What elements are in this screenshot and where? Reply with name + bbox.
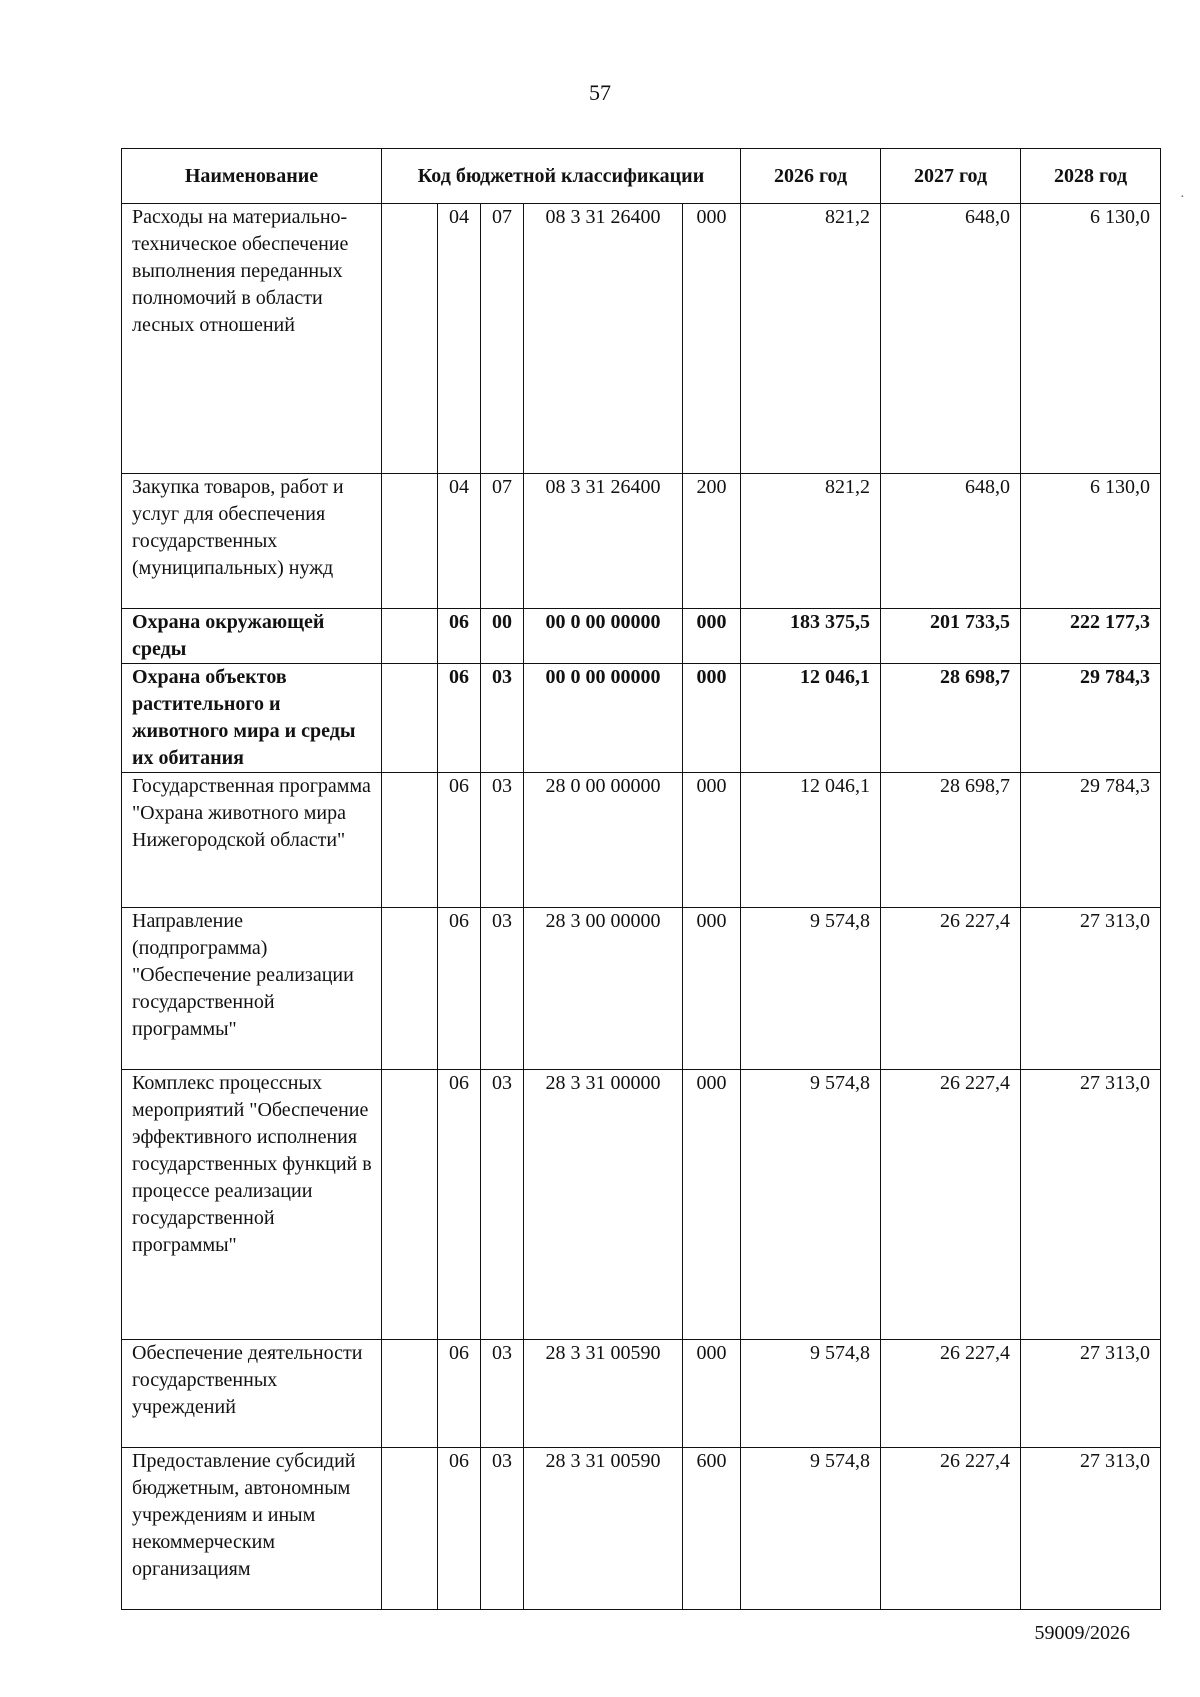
row-subsection: 03 [481,664,524,773]
scan-mark: · [1180,190,1185,205]
row-value-2027: 201 733,5 [881,609,1021,664]
row-value-2027: 28 698,7 [881,773,1021,908]
row-expense-type: 000 [683,773,741,908]
row-target-code: 28 0 00 00000 [524,773,683,908]
row-name: Охрана объектов растительного и животного мира и среды их обитания [122,664,382,773]
row-value-2026: 821,2 [741,204,881,474]
row-name: Охрана окружающей среды [122,609,382,664]
header-code: Код бюджетной классификации [382,149,741,204]
row-subsection: 03 [481,1340,524,1448]
row-section: 06 [438,664,481,773]
row-subsection: 03 [481,908,524,1070]
row-value-2027: 26 227,4 [881,908,1021,1070]
row-subsection: 03 [481,1070,524,1340]
row-expense-type: 000 [683,1070,741,1340]
row-expense-type: 200 [683,474,741,609]
row-expense-type: 600 [683,1448,741,1610]
table-row [122,204,1161,474]
row-value-2026: 12 046,1 [741,773,881,908]
row-name: Комплекс процессных мероприятий "Обеспечение эффективного исполнения государственных функций в процессе реализации государственной программы" [122,1070,382,1340]
document-number: 59009/2026 [1034,1622,1130,1644]
table-row [122,1448,1161,1610]
row-value-2026: 12 046,1 [741,664,881,773]
row-target-code: 08 3 31 26400 [524,204,683,474]
row-blank-cell [382,609,438,664]
row-name: Закупка товаров, работ и услуг для обеспечения государственных (муниципальных) нужд [122,474,382,609]
row-value-2028: 29 784,3 [1021,664,1161,773]
header-2028: 2028 год [1021,149,1161,204]
row-section: 04 [438,204,481,474]
row-value-2026: 9 574,8 [741,1340,881,1448]
row-name: Направление (подпрограмма) "Обеспечение реализации государственной программы" [122,908,382,1070]
row-value-2027: 26 227,4 [881,1448,1021,1610]
budget-table [121,148,1161,1610]
row-name: Предоставление субсидий бюджетным, автономным учреждениям и иным некоммерческим организациям [122,1448,382,1610]
row-target-code: 28 3 31 00590 [524,1448,683,1610]
row-target-code: 00 0 00 00000 [524,664,683,773]
table-row [122,908,1161,1070]
row-target-code: 08 3 31 26400 [524,474,683,609]
table-header-row [122,149,1161,204]
row-section: 06 [438,773,481,908]
row-subsection: 07 [481,204,524,474]
row-value-2027: 26 227,4 [881,1340,1021,1448]
row-blank-cell [382,664,438,773]
page-number: 57 [589,80,611,105]
table-row [122,773,1161,908]
row-blank-cell [382,1448,438,1610]
row-expense-type: 000 [683,204,741,474]
row-value-2028: 27 313,0 [1021,1340,1161,1448]
row-section: 04 [438,474,481,609]
row-blank-cell [382,204,438,474]
row-subsection: 03 [481,773,524,908]
row-target-code: 28 3 31 00000 [524,1070,683,1340]
table-row [122,664,1161,773]
row-expense-type: 000 [683,664,741,773]
row-value-2028: 6 130,0 [1021,204,1161,474]
row-section: 06 [438,1340,481,1448]
row-value-2027: 648,0 [881,204,1021,474]
row-target-code: 28 3 31 00590 [524,1340,683,1448]
table-row [122,1340,1161,1448]
row-value-2028: 27 313,0 [1021,908,1161,1070]
row-subsection: 03 [481,1448,524,1610]
row-blank-cell [382,474,438,609]
row-value-2026: 9 574,8 [741,1070,881,1340]
row-subsection: 07 [481,474,524,609]
table-row [122,609,1161,664]
row-value-2028: 27 313,0 [1021,1070,1161,1340]
row-expense-type: 000 [683,609,741,664]
row-value-2026: 183 375,5 [741,609,881,664]
row-value-2026: 9 574,8 [741,1448,881,1610]
header-2027: 2027 год [881,149,1021,204]
row-target-code: 28 3 00 00000 [524,908,683,1070]
table-body [122,204,1161,1610]
row-section: 06 [438,609,481,664]
row-target-code: 00 0 00 00000 [524,609,683,664]
header-2026: 2026 год [741,149,881,204]
header-name: Наименование [122,149,382,204]
row-value-2026: 821,2 [741,474,881,609]
row-blank-cell [382,908,438,1070]
table-row [122,474,1161,609]
row-value-2027: 26 227,4 [881,1070,1021,1340]
row-section: 06 [438,908,481,1070]
row-value-2027: 28 698,7 [881,664,1021,773]
row-expense-type: 000 [683,1340,741,1448]
row-value-2028: 27 313,0 [1021,1448,1161,1610]
row-value-2026: 9 574,8 [741,908,881,1070]
row-section: 06 [438,1448,481,1610]
row-section: 06 [438,1070,481,1340]
row-value-2028: 6 130,0 [1021,474,1161,609]
row-name: Обеспечение деятельности государственных учреждений [122,1340,382,1448]
row-value-2028: 29 784,3 [1021,773,1161,908]
row-value-2028: 222 177,3 [1021,609,1161,664]
row-expense-type: 000 [683,908,741,1070]
row-value-2027: 648,0 [881,474,1021,609]
row-name: Расходы на материально-техническое обеспечение выполнения переданных полномочий в области лесных отношений [122,204,382,474]
row-subsection: 00 [481,609,524,664]
table-row [122,1070,1161,1340]
row-blank-cell [382,1340,438,1448]
row-blank-cell [382,1070,438,1340]
row-blank-cell [382,773,438,908]
row-name: Государственная программа "Охрана животного мира Нижегородской области" [122,773,382,908]
